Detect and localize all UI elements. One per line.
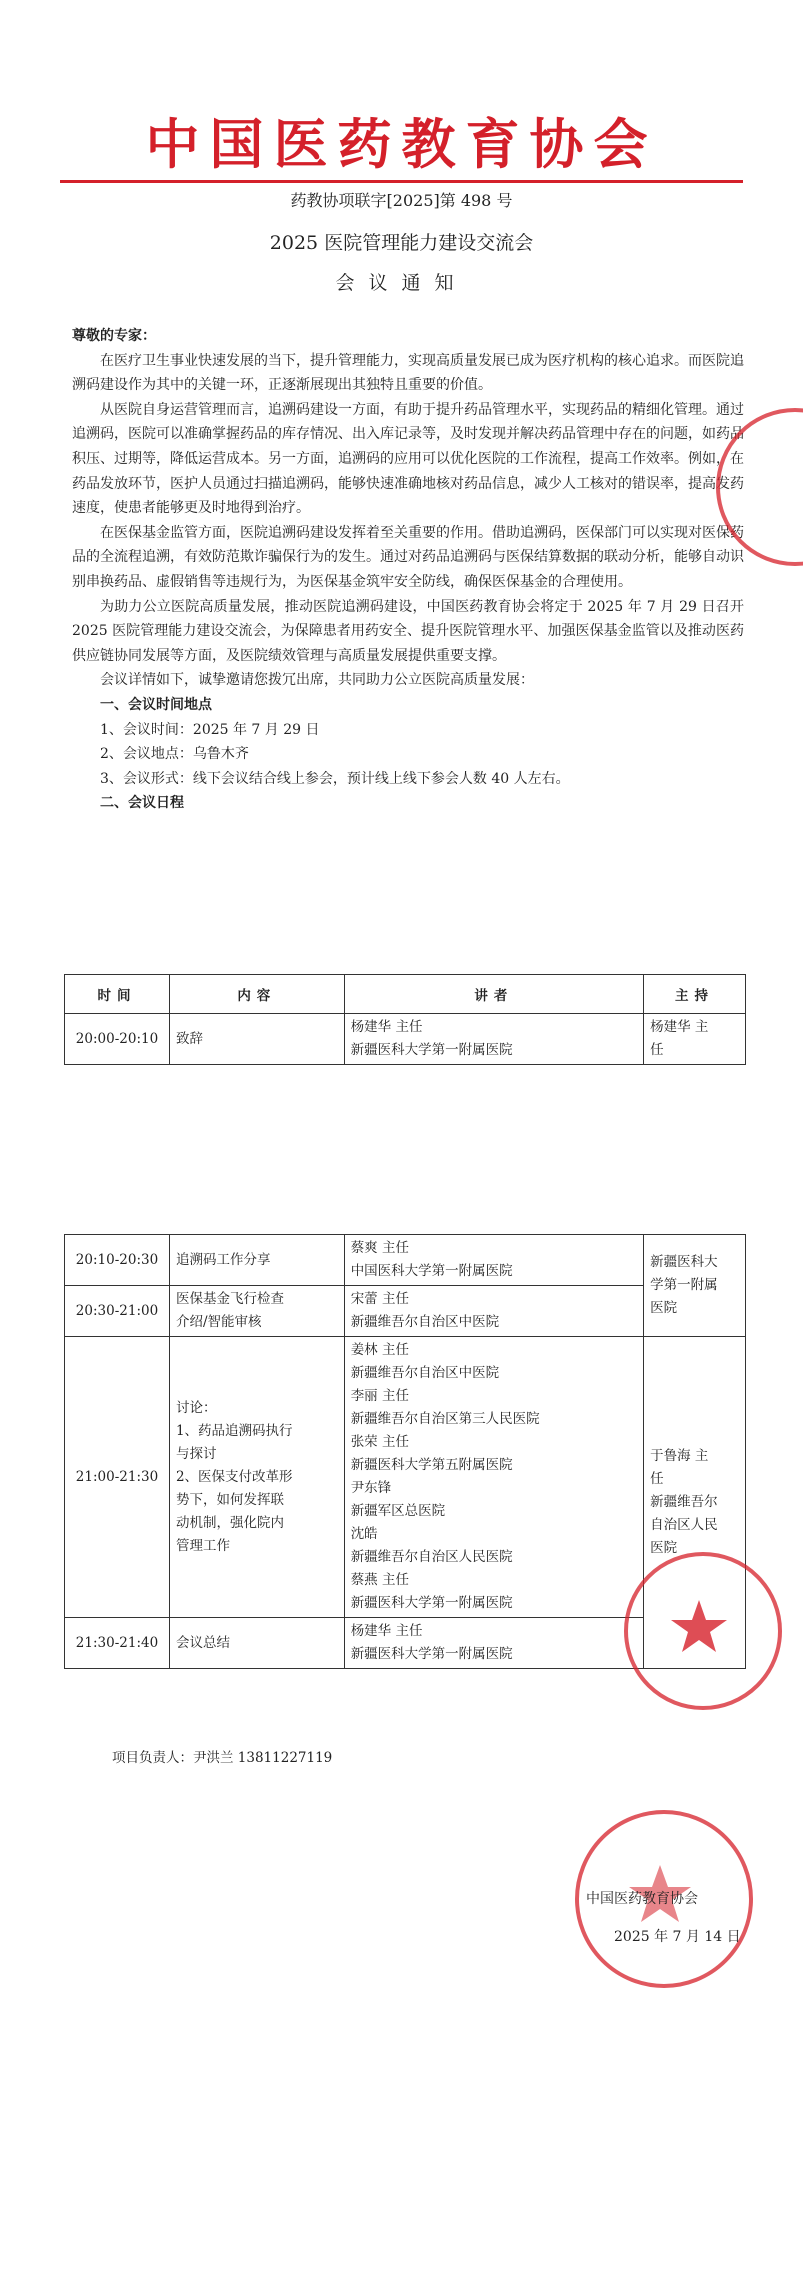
detail-line: 2、会议地点：乌鲁木齐 [100, 746, 249, 763]
speaker-line: 蔡燕 主任 [350, 1572, 409, 1588]
signature-org: 中国医药教育协会 [586, 1891, 698, 1907]
notice-subtitle: 会议通知 [335, 272, 468, 294]
host-line: 任 [650, 1042, 664, 1058]
speaker-line: 新疆维吾尔自治区人民医院 [350, 1549, 513, 1565]
host-line: 医院 [650, 1300, 678, 1316]
speaker-line: 杨建华 主任 [350, 1623, 423, 1639]
row-time: 20:10-20:30 [65, 1235, 170, 1286]
content-line: 管理工作 [175, 1537, 230, 1554]
host-line: 新疆维吾尔 [650, 1494, 718, 1510]
notice-title: 2025 医院管理能力建设交流会 [269, 232, 534, 254]
speaker-line: 新疆军区总医院 [350, 1503, 446, 1519]
row-content [169, 1618, 344, 1669]
host-line: 杨建华 主 [650, 1019, 709, 1035]
speaker-line: 新疆医科大学第一附属医院 [350, 1595, 513, 1611]
host-line: 任 [650, 1471, 664, 1487]
host-line: 自治区人民 [650, 1517, 718, 1533]
row-content [169, 1286, 344, 1337]
seal-star-icon [624, 1552, 774, 1702]
row-speakers [344, 1618, 643, 1669]
content-line: 讨论： [175, 1399, 217, 1416]
org-name-header: 中国医药教育协会 [145, 113, 658, 176]
content-line: 会议总结 [175, 1634, 230, 1651]
project-contact: 项目负责人：尹洪兰 13811227119 [112, 1750, 333, 1766]
table-header-row [65, 975, 746, 1014]
table-row [65, 1235, 746, 1286]
content-line: 医保基金飞行检查 [175, 1291, 284, 1307]
row-speakers [344, 1014, 643, 1065]
row-content [169, 1235, 344, 1286]
speaker-line: 新疆医科大学第一附属医院 [350, 1646, 513, 1662]
row-host [644, 1014, 746, 1065]
notice-body [72, 324, 744, 816]
header-host: 主持 [644, 975, 746, 1014]
content-line: 追溯码工作分享 [175, 1251, 271, 1268]
row-content [169, 1014, 344, 1065]
content-line: 与探讨 [175, 1445, 217, 1462]
row-time: 20:00-20:10 [65, 1014, 170, 1065]
host-line: 新疆医科大 [650, 1254, 718, 1270]
host-line: 学第一附属 [650, 1277, 718, 1293]
speaker-line: 新疆维吾尔自治区中医院 [350, 1314, 500, 1330]
table-row [65, 1014, 746, 1065]
row-time: 20:30-21:00 [65, 1286, 170, 1337]
speaker-line: 宋蕾 主任 [350, 1291, 409, 1307]
mid-seal-graphic [624, 1552, 782, 1710]
paragraph: 在医疗卫生事业快速发展的当下，提升管理能力，实现高质量发展已成为医疗机构的核心追求。而医院追溯码建设作为其中的关键一环，正逐渐展现出其独特且重要的价值。 [72, 352, 744, 394]
detail-line: 1、会议时间：2025 年 7 月 29 日 [100, 721, 320, 738]
content-line: 动机制，强化院内 [175, 1514, 284, 1531]
row-time: 21:00-21:30 [65, 1337, 170, 1618]
doc-number: 药教协项联字[2025]第 498 号 [290, 191, 513, 210]
speaker-line: 姜林 主任 [350, 1342, 409, 1358]
detail-line: 3、会议形式：线下会议结合线上参会，预计线上线下参会人数 40 人左右。 [100, 770, 570, 787]
schedule-table-page1 [64, 974, 746, 1065]
content-line: 介绍/智能审核 [175, 1314, 262, 1330]
row-speakers [344, 1286, 643, 1337]
paragraph: 从医院自身运营管理而言，追溯码建设一方面，有助于提升药品管理水平，实现药品的精细化管理。通过追溯码，医院可以准确掌握药品的库存情况、出入库记录等，及时发现并解决药品管理中存在的问题，如药品积压、过期等，降低运营成本。另一方面，追溯码的应用可以优化医院的工作流程，提高工作效率。例如，在药品发放环节，医护人员通过扫描追溯码，能够快速准确地核对药品信息，减少人工核对的错误率，提高发药速度，使患者能够更及时地得到治疗。 [72, 401, 744, 517]
row-content [169, 1337, 344, 1618]
content-line: 1、药品追溯码执行 [175, 1422, 293, 1439]
speaker-line: 新疆医科大学第五附属医院 [350, 1457, 513, 1473]
row-speakers [344, 1235, 643, 1286]
salutation: 尊敬的专家： [72, 328, 156, 344]
header-time: 时间 [65, 975, 170, 1014]
speaker-line: 尹东锋 [350, 1480, 392, 1496]
content-line: 致辞 [175, 1030, 203, 1047]
host-line: 医院 [650, 1540, 678, 1556]
speaker-line: 蔡爽 主任 [350, 1240, 409, 1256]
red-divider [60, 180, 743, 183]
row-time: 21:30-21:40 [65, 1618, 170, 1669]
speaker-line: 新疆维吾尔自治区中医院 [350, 1365, 500, 1381]
speaker-line: 张荣 主任 [350, 1434, 409, 1450]
content-line: 势下，如何发挥联 [175, 1491, 284, 1508]
header-speaker: 讲者 [344, 975, 643, 1014]
row-host [644, 1235, 746, 1337]
speaker-line: 李丽 主任 [350, 1388, 409, 1404]
paragraph: 会议详情如下，诚挚邀请您拨冗出席，共同助力公立医院高质量发展： [100, 672, 534, 689]
header-content: 内容 [169, 975, 344, 1014]
content-line: 2、医保支付改革形 [175, 1468, 293, 1485]
signature-date: 2025 年 7 月 14 日 [614, 1929, 741, 1945]
paragraph: 为助力公立医院高质量发展，推动医院追溯码建设，中国医药教育协会将定于 2025 年 7 月 29 日召开 2025 医院管理能力建设交流会，为保障患者用药安全、提升医院管理水平、加强医保基金监管以及推动医药供应链协同发展等方面，及医院绩效管理与高质量发展提供重要支撑。 [72, 598, 744, 664]
row-speakers [344, 1337, 643, 1618]
speaker-line: 中国医科大学第一附属医院 [350, 1263, 513, 1279]
paragraph: 在医保基金监管方面，医院追溯码建设发挥着至关重要的作用。借助追溯码，医保部门可以实现对医保药品的全流程追溯，有效防范欺诈骗保行为的发生。通过对药品追溯码与医保结算数据的联动分析，能够自动识别串换药品、虚假销售等违规行为，为医保基金筑牢安全防线，确保医保基金的合理使用。 [72, 524, 744, 590]
host-line: 于鲁海 主 [650, 1448, 709, 1464]
speaker-line: 新疆医科大学第一附属医院 [350, 1042, 513, 1058]
speaker-line: 沈皓 [350, 1526, 378, 1542]
speaker-line: 杨建华 主任 [350, 1019, 423, 1035]
table-row [65, 1286, 746, 1337]
section-title: 二、会议日程 [100, 795, 184, 812]
speaker-line: 新疆维吾尔自治区第三人民医院 [350, 1411, 540, 1427]
section-title: 一、会议时间地点 [100, 696, 212, 713]
